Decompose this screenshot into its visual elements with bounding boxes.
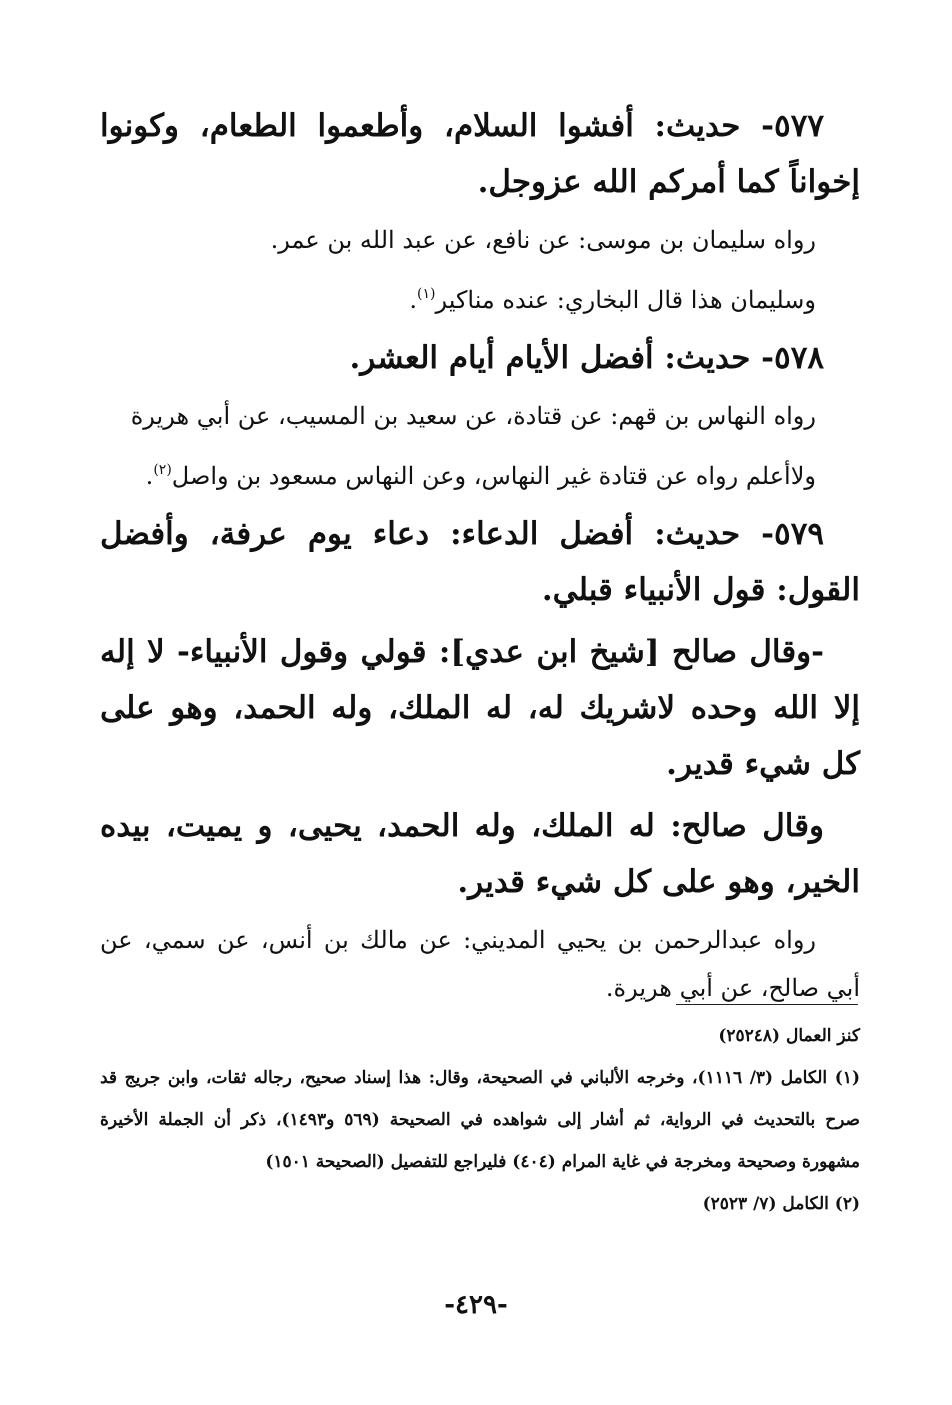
narration-578-b-text: ولاأعلم رواه عن قتادة غير النهاس، وعن النهاس مسعود بن واصل [171, 462, 816, 490]
narration-577-a: رواه سليمان بن موسى: عن نافع، عن عبد الله بن عمر. [270, 226, 816, 254]
footnote-kanz: كنز العمال (٢٥٢٤٨) [718, 1026, 860, 1046]
footnote-1: (١) الكامل (٣/ ١١١٦)، وخرجه الألباني في الصحيحة، وقال: هذا إسناد صحيح، رجاله ثقات، وابن جريج قد صرح بالتحديث في الرواية، ثم أشار إلى شواهده في الصحيحة (٥٦٩ و١٤٩٣)، ذكر أن الجملة الأخيرة مشهورة وصحيحة ومخرجة في غاية المرام (٤٠٤) فليراجع للتفصيل (الصحيحة ١٥٠١) [100, 1068, 860, 1172]
hadith-578: ٥٧٨- حديث: أفضل الأيام أيام العشر. [349, 340, 824, 376]
narration-578-a: رواه النهاس بن قهم: عن قتادة، عن سعيد بن المسيب، عن أبي هريرة [130, 402, 816, 430]
main-text [100, 98, 860, 1018]
page-number: -٤٢٩- [444, 1290, 508, 1320]
narration-578-b-end: . [145, 462, 154, 490]
footnote-divider [676, 1004, 858, 1005]
hadith-577: ٥٧٧- حديث: أفشوا السلام، وأطعموا الطعام، وكونوا إخواناً كما أمركم الله عزوجل. [100, 108, 860, 200]
narration-577-b-text: وسليمان هذا قال البخاري: عنده مناكير [435, 286, 816, 314]
narration-579: رواه عبدالرحمن بن يحيي المديني: عن مالك بن أنس، عن سمي، عن أبي صالح، عن أبي هريرة. [100, 926, 860, 1002]
quote-579-b: وقال صالح: له الملك، وله الحمد، يحيى، و يميت، بيده الخير، وهو على كل شيء قدير. [100, 808, 860, 900]
footnote-2: (٢) الكامل (٧/ ٢٥٢٣) [702, 1194, 860, 1214]
footnote-ref-1[interactable]: (١) [417, 286, 436, 302]
footnotes [100, 1015, 860, 1225]
footnote-ref-2[interactable]: (٢) [153, 462, 172, 478]
narration-578-b [100, 446, 860, 500]
hadith-579: ٥٧٩- حديث: أفضل الدعاء: دعاء يوم عرفة، وأفضل القول: قول الأنبياء قبلي. [100, 516, 860, 608]
narration-577-b [100, 270, 860, 324]
quote-579-a: -وقال صالح [شيخ ابن عدي]: قولي وقول الأنبياء- لا إله إلا الله وحده لاشريك له، له الملك، وله الحمد، وهو على كل شيء قدير. [100, 634, 860, 782]
narration-577-b-end: . [409, 286, 417, 314]
